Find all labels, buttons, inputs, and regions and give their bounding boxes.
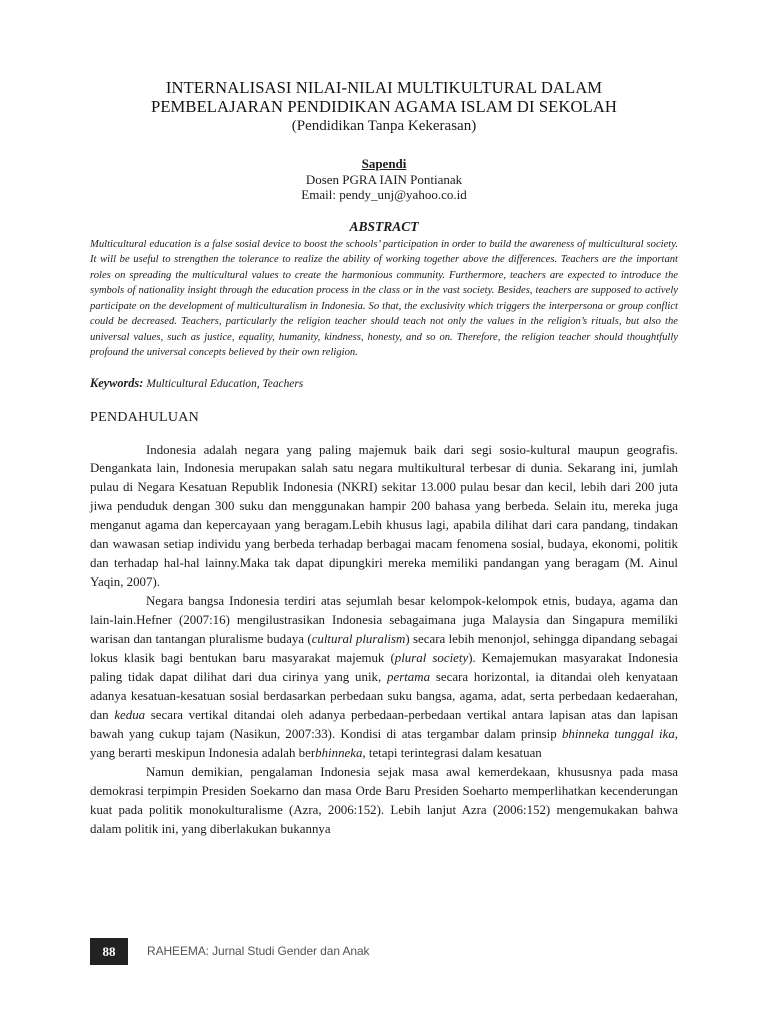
paragraph-2-text: secara horizontal, ia ditandai oleh kenyataan adanya kesatuan-kesatuan sosial berdasarkan perbedaan suku bangsa, agama, adat, serta perbedaan kedaerahan, dan (90, 669, 678, 722)
body-text (90, 441, 678, 839)
paragraph-2-text: , tetapi terintegrasi dalam kesatuan (362, 745, 542, 760)
paragraph-2-italic: kedua (114, 707, 146, 722)
keywords-label: Keywords: (90, 375, 144, 390)
paragraph-2 (90, 592, 678, 763)
paragraph-2-italic: plural society (394, 650, 469, 665)
paragraph-3: Namun demikian, pengalaman Indonesia sejak masa awal kemerdekaan, khususnya pada masa demokrasi terpimpin Presiden Soekarno dan masa Orde Baru Presiden Soeharto memperlihatkan kecenderungan kuat pada politik monokulturalisme (Azra, 2006:152). Lebih lanjut Azra (2006:152) mengemukakan bahwa dalam politik ini, yang diberlakukan bukannya (90, 764, 678, 836)
paragraph-2-italic: bhinneka tunggal ika (561, 726, 675, 741)
paragraph-1: Indonesia adalah negara yang paling majemuk baik dari segi sosio-kultural maupun geografis. Dengankata lain, Indonesia merupakan salah satu negara multikultural terbesar di dunia. Sekarang ini, jumlah pulau di Negara Kesatuan Republik Indonesia (NKRI) sekitar 13.000 pulau besar dan kecil, lebih dari 200 juta jiwa penduduk dengan 300 suku dan menggunakan hampir 200 bahasa yang berbeda. Selain itu, mereka juga menganut agama dan kepercayaan yang beragam.Lebih khusus lagi, apabila dilihat dari cara pandang, tindakan dan wawasan setiap individu yang berbeda terhadap berbagai macam fenomena sosial, budaya, ekonomi, politik dan terhadap hal-hal lainny.Maka tak dapat dipungkiri mereka memiliki pandangan yang beragam (M. Ainul Yaqin, 2007). (90, 442, 678, 590)
title-line-2: PEMBELAJARAN PENDIDIKAN AGAMA ISLAM DI SEKOLAH (150, 97, 617, 116)
page-footer (90, 938, 678, 965)
author-affiliation: Dosen PGRA IAIN Pontianak (305, 171, 463, 187)
author-block (90, 156, 678, 203)
paragraph-2-italic: bhinneka (315, 745, 363, 760)
section-heading: PENDAHULUAN (90, 409, 200, 425)
paragraph-2-text: secara vertikal ditandai oleh adanya perbedaan-perbedaan vertikal antara lapisan atas dan lapisan bawah yang cukup tajam (Nasikun, 2007:33). Kondisi di atas tergambar dalam prinsip (90, 707, 678, 741)
paragraph-2-text: Negara bangsa Indonesia terdiri atas sejumlah besar kelompok-kelompok etnis, budaya, agama dan lain-lain.Hefner (2007:16) mengilustrasikan Indonesia sebagaimana juga Malaysia dan Singapura memiliki warisan dan tantangan pluralisme budaya ( (90, 594, 678, 647)
article-subtitle: (Pendidikan Tanpa Kekerasan) (291, 118, 477, 134)
keywords-line (90, 375, 678, 392)
paragraph-2-text: ). Kemajemukan masyarakat Indonesia paling tidak dapat dilihat dari dua cirinya yang unik, (90, 650, 678, 684)
journal-name: RAHEEMA: Jurnal Studi Gender dan Anak (147, 944, 370, 958)
keywords-value: Multicultural Education, Teachers (146, 377, 304, 390)
title-line-1: INTERNALISASI NILAI-NILAI MULTIKULTURAL DALAM (165, 78, 603, 97)
page-number: 88 (90, 938, 128, 965)
paragraph-2-text: , yang berarti meskipun Indonesia adalah ber (90, 726, 678, 760)
author-email: Email: pendy_unj@yahoo.co.id (301, 187, 467, 202)
article-page (90, 78, 678, 839)
abstract-heading: ABSTRACT (349, 218, 419, 234)
abstract-text: Multicultural education is a false sosial device to boost the schools’ participation in order to build the awareness of multicultural society. It will be useful to strengthen the tolerance to realize the ability of working together above the differences. Teachers are the important roles on spreading the multicultural values to create the harmonious community. Furthermore, teachers are expected to introduce the symbols of nationality insight through the education process in the class or in the vast society. Besides, teachers are supposed to actively participate on the development of multiculturalism in Indonesia. So that, the exclusivity which triggers the interpersona or group conflict could be decreased. Teachers, particularly the religion teacher should teach not only the values in the religion’s rituals, but also the universal values, such as justice, equality, humanity, kindness, honesty, and so on. Therefore, the religion teacher should thoughtfully profound the universal concepts believed by their own religion. (90, 238, 678, 358)
author-name: Sapendi (361, 156, 407, 171)
paragraph-2-text: ) secara lebih menonjol, sehingga dipandang sebagai lokus klasik bagi bentukan baru masyarakat majemuk ( (90, 632, 679, 665)
article-title (90, 78, 678, 116)
paragraph-2-italic: pertama (387, 669, 431, 684)
paragraph-2-italic: cultural pluralism (311, 632, 406, 647)
